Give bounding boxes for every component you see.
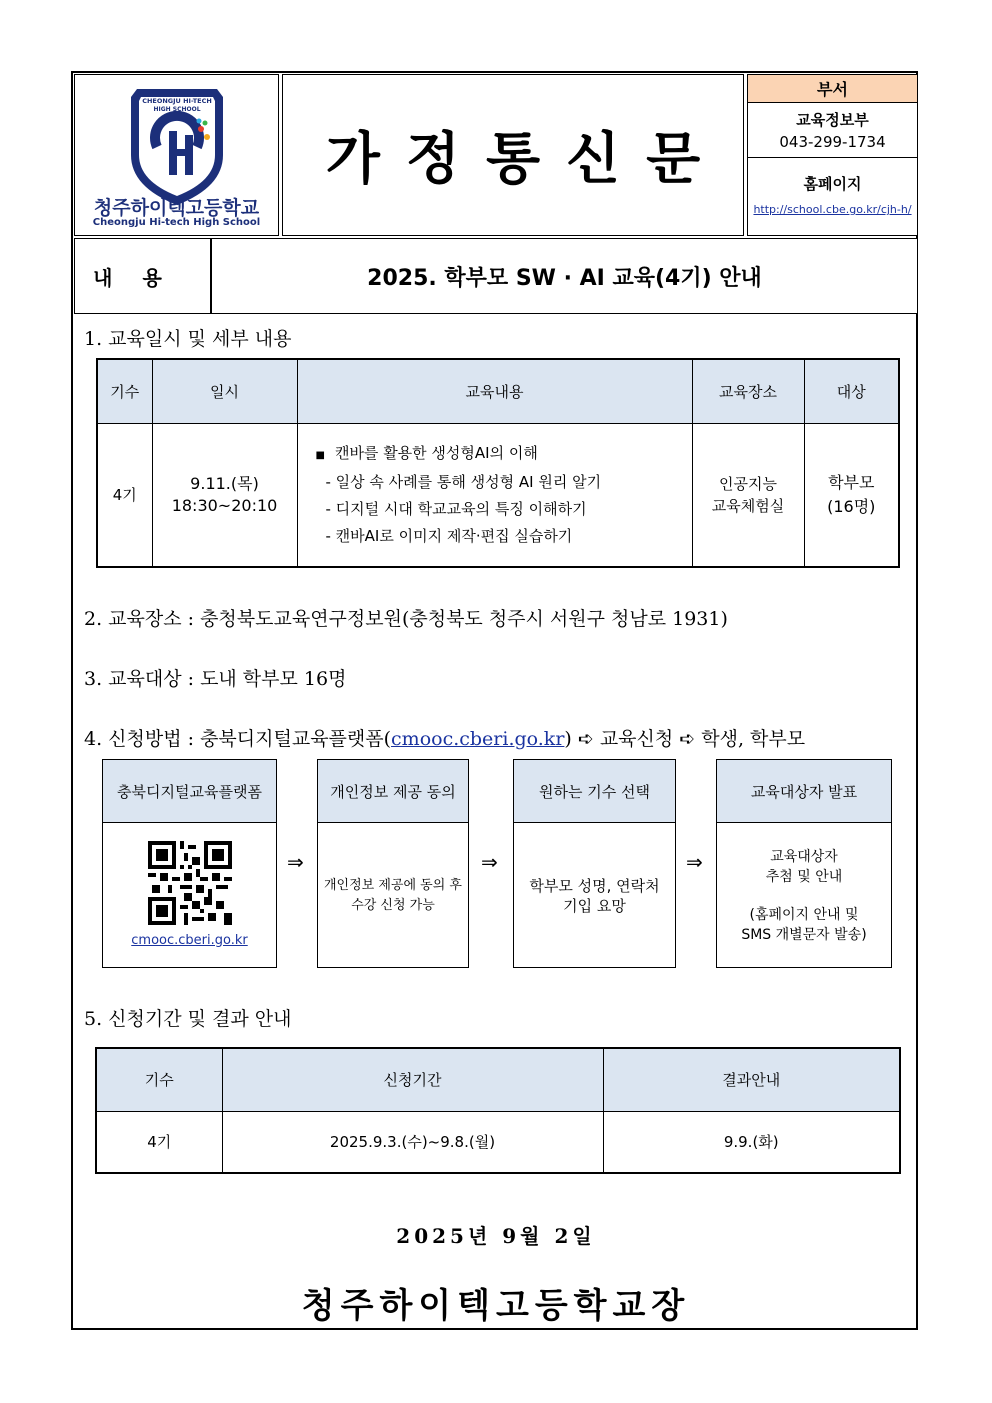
step-consent [317,759,469,968]
page-title: 가정통신문 [325,126,727,192]
cell-gisu: 4기 [97,423,152,567]
col-header-gisu: 기수 [97,359,152,423]
cell-period: 2025.9.3.(수)~9.8.(월) [222,1111,603,1173]
department-phone: 043-299-1734 [779,133,886,151]
step-platform [102,759,277,968]
content-label: 내용 [74,238,211,314]
step-head: 충북디지털교육플랫폼 [103,760,276,823]
section5-heading: 5. 신청기간 및 결과 안내 [84,1008,292,1030]
step-body-line: 학부모 성명, 연락처 [529,876,660,895]
section4-heading [84,724,805,751]
step-head: 개인정보 제공 동의 [318,760,468,823]
content-title: 2025. 학부모 SW · AI 교육(4기) 안내 [211,238,918,314]
cell-gisu: 4기 [96,1111,222,1173]
cell-content [297,423,692,567]
col-header-period: 신청기간 [222,1048,603,1111]
homepage-label: 홈페이지 [803,175,862,193]
platform-link[interactable]: cmooc.cberi.go.kr [391,728,565,750]
arrow-icon: ⇒ [287,850,304,874]
cell-target-line2: (16명) [827,496,876,516]
section4-prefix: 4. 신청방법 : 충북디지털교육플랫폼( [84,728,392,750]
step-body-line: 수강 신청 가능 [351,897,435,913]
signer-name: 청주하이텍고등학교장 [301,1286,691,1326]
col-header-place: 교육장소 [692,359,804,423]
school-logo-box [74,74,279,236]
square-bullet-icon: ■ [315,449,325,461]
section4-suffix: ) ➪ 교육신청 ➪ 학생, 학부모 [564,728,806,750]
cell-place-line2: 교육체험실 [711,496,785,515]
cell-result: 9.9.(화) [603,1111,900,1173]
step-body [103,823,276,968]
arrow-icon: ⇒ [481,850,498,874]
qr-link[interactable]: cmooc.cberi.go.kr [131,932,248,948]
cell-place [692,423,804,567]
schedule-table [96,358,900,568]
arrow-icon: ⇒ [686,850,703,874]
content-topic-text: 캔바를 활용한 생성형AI의 이해 [334,443,538,462]
section3-text: 3. 교육대상 : 도내 학부모 16명 [84,668,347,690]
department-label: 부서 [748,75,917,103]
school-name-en: Cheongju Hi-tech High School [92,217,261,228]
section2-text: 2. 교육장소 : 충청북도교육연구정보원(충청북도 청주시 서원구 청남로 1931) [84,608,728,630]
department-divider [748,157,917,158]
col-header-target: 대상 [804,359,899,423]
step-body [318,823,468,968]
cell-time: 18:30~20:10 [171,495,278,515]
step-body-line: 개인정보 제공에 동의 후 [324,877,462,893]
col-header-gisu: 기수 [96,1048,222,1111]
step-body-line: (홈페이지 안내 및 [749,906,859,923]
col-header-content: 교육내용 [297,359,692,423]
col-header-result: 결과안내 [603,1048,900,1111]
cell-datetime [152,423,297,567]
step-head: 원하는 기수 선택 [514,760,675,823]
section1-heading: 1. 교육일시 및 세부 내용 [84,328,292,350]
step-select-gisu [513,759,676,968]
col-header-date: 일시 [152,359,297,423]
newsletter-title-box [282,74,744,236]
application-period-table [95,1047,901,1174]
qr-code-icon [148,841,232,925]
school-name-ko: 청주하이텍고등학교 [93,197,260,219]
content-item: - 일상 속 사례를 통해 생성형 AI 원리 알기 [325,472,602,491]
step-body-line: SMS 개별문자 발송) [741,926,867,943]
content-item: - 캔바AI로 이미지 제작·편집 실습하기 [325,526,573,545]
cell-target [804,423,899,567]
step-body-line: 교육대상자 [770,848,838,865]
step-body-line: 추첨 및 안내 [765,868,843,885]
cell-place-line1: 인공지능 [719,474,777,493]
step-body [717,823,891,968]
department-box [747,74,918,236]
svg-text:HIGH SCHOOL: HIGH SCHOOL [153,106,201,113]
svg-text:CHEONGJU HI-TECH: CHEONGJU HI-TECH [142,97,212,105]
step-body [514,823,675,968]
content-topic [316,440,692,469]
cell-date: 9.11.(목) [190,473,259,493]
cell-target-line1: 학부모 [828,472,875,492]
step-body-line: 기입 요망 [563,896,626,915]
homepage-link[interactable]: http://school.cbe.go.kr/cjh-h/ [753,203,912,216]
department-name: 교육정보부 [796,111,869,129]
step-head: 교육대상자 발표 [717,760,891,823]
step-announcement [716,759,892,968]
homepage-url-wrap [748,203,917,216]
content-item: - 디지털 시대 학교교육의 특징 이해하기 [325,499,587,518]
issue-date: 2025년 9월 2일 [396,1224,596,1248]
